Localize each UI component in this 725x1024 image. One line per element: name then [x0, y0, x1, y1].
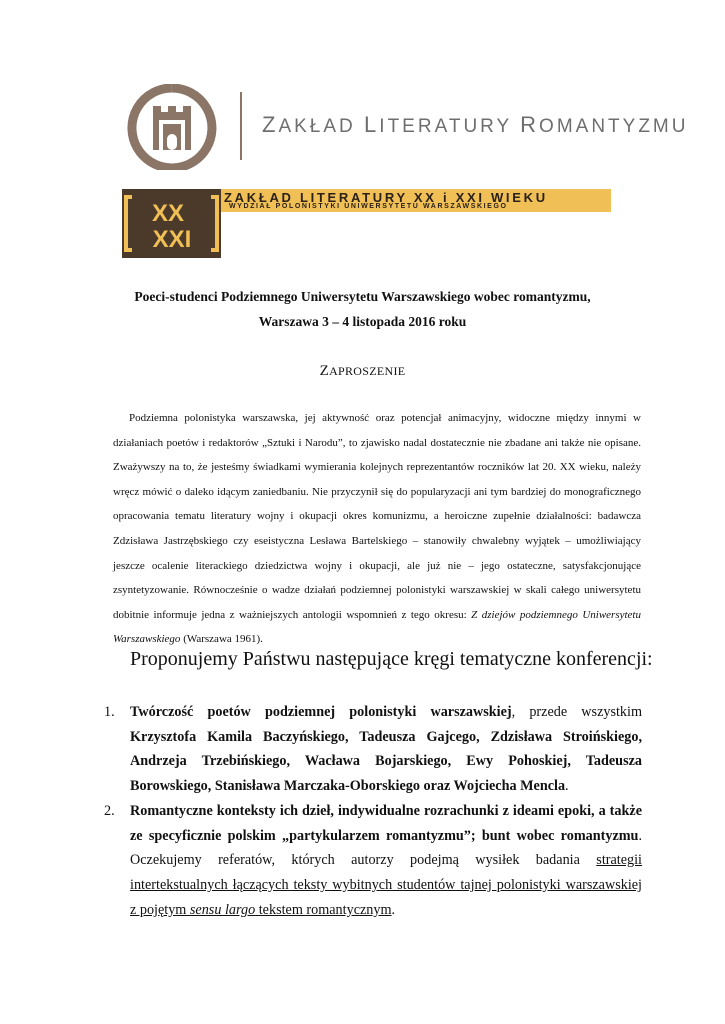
logo-romantyzm-text: ZAKŁAD LITERATURY ROMANTYZMU	[262, 112, 689, 137]
list-number: 2.	[104, 802, 115, 819]
topics-list	[104, 700, 642, 922]
zaklad-literatury-romantyzmu-logo	[122, 84, 689, 170]
mark-line2: XXI	[152, 226, 192, 253]
xx-xxi-mark	[122, 189, 221, 258]
tower-logo-icon	[122, 84, 222, 170]
logo-xx-xxi-title: ZAKŁAD LITERATURY XX i XXI WIEKU	[224, 190, 548, 205]
mark-line1: XX	[151, 200, 185, 227]
invitation-heading: ZAPROSZENIE	[319, 363, 406, 379]
conference-title: Poeci-studenci Podziemnego Uniwersytetu Warszawskiego wobec romantyzmu,	[134, 289, 591, 304]
intro-text: Podziemna polonistyka warszawska, jej aktywność oraz potencjał animacyjny, widoczne między innymi w działaniach poetów i redaktorów „Sztuki i Narodu”, to zjawisko nadal dostatecznie nie zbadane ani także nie opisane. Zważywszy na to, że jesteśmy świadkami wymierania kolejnych reprezentantów roczników lat 20. XX wieku, należy wręcz mówić o daleko idącym zaniedbaniu. Nie przyczynił się do popularyzacji ani tym bardziej do monograficznego opracowania tematu literatury wojny i okupacji okres komunizmu, a heroiczne zupełnie działalności: badawcza Zdzisława Jastrzębskiego czy eseistyczna Lesława Bartelskiego – stanowiły chwalebny wyjątek – umożliwiający jeszcze ocalenie literackiego dziedzictwa wojny i okupacji, ale już nie – jego ostateczne, satysfakcjonujące zsyntetyzowanie. Równocześnie o wadze działań podziemnej polonistyki warszawskiej w skali całego uniwersytetu dobitnie informuje jedna z ważniejszych antologii wspomnień z tego okresu:	[113, 412, 641, 621]
zaklad-literatury-xx-xxi-logo	[122, 189, 622, 259]
list-item: 2. Romantyczne konteksty ich dzieł, indywidualne rozrachunki z ideami epoki, a także ze specyficznie polskim „partykularzem romantyzmu”; bunt wobec romantyzmu. Oczekujemy referatów, których autorzy podejmą wysiłek badania strategii intertekstualnych łączących teksty wybitnych studentów tajnej polonistyki warszawskiej z pojętym sensu largo tekstem romantycznym.	[104, 799, 642, 923]
book-title: Z dziejów podziemnego Uniwersytetu Warszawskiego	[113, 608, 641, 646]
list-number: 1.	[104, 704, 115, 720]
logo-xx-xxi-subtitle: WYDZIAŁ POLONISTYKI UNIWERSYTETU WARSZAWSKIEGO	[229, 203, 508, 210]
logo-divider	[240, 92, 242, 160]
intro-text-end: (Warszawa 1961).	[180, 633, 263, 646]
list-item: 1. Twórczość poetów podziemnej polonistyki warszawskiej, przede wszystkim Krzysztofa Kamila Baczyńskiego, Tadeusza Gajcego, Zdzisława Stroińskiego, Andrzeja Trzebińskiego, Wacława Bojarskiego, Ewy Pohoskiej, Tadeusza Borowskiego, Stanisława Marczaka-Oborskiego oraz Wojciecha Mencla.	[104, 700, 642, 799]
conference-date: Warszawa 3 – 4 listopada 2016 roku	[258, 314, 467, 329]
topics-heading: Proponujemy Państwu następujące kręgi tematyczne konferencji:	[130, 648, 653, 670]
intro-paragraph	[113, 406, 641, 652]
